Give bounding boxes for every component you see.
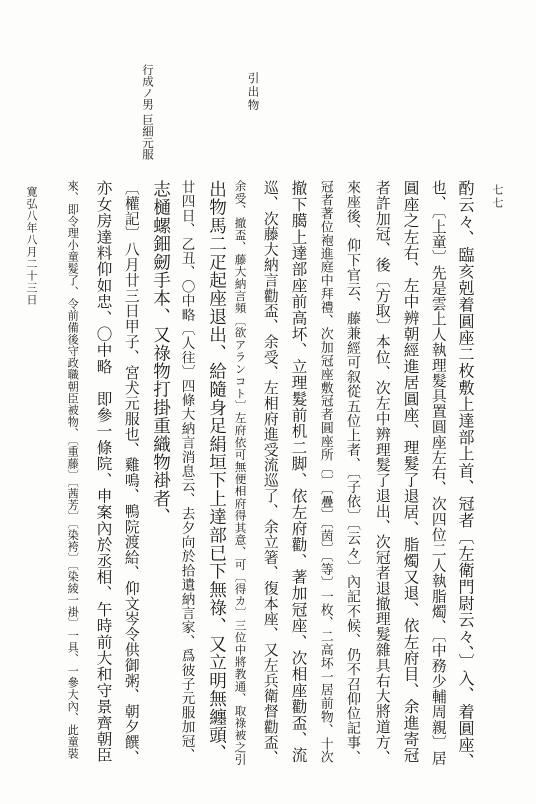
- text-column-1: 酌云々、臨亥剋着圓座二枚敷上達部上首、冠者〔左衛門尉云々、〕入、着圓座、: [456, 180, 475, 770]
- text-column-3: 圓座之左右、左中辨朝經進居圓座、理髮了退居、脂燭又退、依左府目、余進寄冠: [401, 180, 420, 764]
- text-column-12: 志樋螺鈿劒手本、又祿物打掛重織物褂者、: [150, 180, 171, 526]
- text-column-6: 冠者著位袍進庭中拜禮、次加冠座敷冠者圓座所〔〕〔疊〕〔茵〕〔等〕一枚、二高坏一居前物、十次: [317, 180, 333, 764]
- page-number: 七七: [491, 184, 504, 210]
- text-column-10: 出物馬二疋起座退出、給隨身足絹垣下上達部已下無祿、又立明無纏頭、: [206, 180, 227, 763]
- text-column-7: 撤下臈上達部座前高坏、立理髮前机二脚、依左府勸、著加冠座、次相座勸盃、流: [289, 180, 308, 764]
- text-column-9: 余受、撤盃、藤大納言頻〔欲アランコト〕左府依可無便相府得其意、可〔得カ〕三位中將教通、取祿被之引: [233, 180, 248, 766]
- running-head: 寛弘八年八月二十三日: [25, 186, 38, 306]
- text-column-13: 〔權記〕八月廿三日甲子、宮犬元服也、雞鳴、鴨院渡給、仰文岑令供御粥、朝夕饌、: [122, 180, 140, 766]
- text-column-11: 廿四日、乙丑、〇中略〔人往〕四條大納言消息云、去夕向於拾遺納言家、爲彼子元服加冠、: [178, 180, 195, 763]
- text-column-8: 巡、次藤大納言勸盃、余受、左相府進受流巡了、余立箸、復本座、又左兵衛督勸盃、: [261, 180, 279, 766]
- text-column-15: 來、即令理小童髮了、令前備後守政職朝臣被物、〔重藤〕〔茜芳〕〔染袴〕〔染綾一褂〕一具、一參大內、此童裝: [66, 180, 80, 760]
- text-column-14: 亦女房達料仰如忠、〇中略 即參一條院、申案內於丞相、午時前大和守景齊朝臣: [94, 180, 113, 764]
- header-note-left-line-1: 行成ノ男: [141, 64, 155, 110]
- header-note-left-line-2: 巨細元服: [141, 113, 155, 160]
- text-column-4: 者許加冠、後〔方取〕本位、次左中辨理髮了退出、次冠者退撤理髮雜具右大將道方、: [373, 180, 391, 766]
- text-column-5: 來座後、仰下官云、藤兼經可叙從五位上者、〔子依〕〔云々〕內記不候、仍不召仰位記事、: [345, 180, 361, 765]
- header-note-left: [139, 64, 156, 160]
- header-note-center: 引出物: [246, 72, 261, 113]
- text-column-2: 也、〔上童〕先是雲上人執理髮具置圓座左右、次四位二人執脂燭、〔中務少輔周親〕居: [429, 180, 447, 766]
